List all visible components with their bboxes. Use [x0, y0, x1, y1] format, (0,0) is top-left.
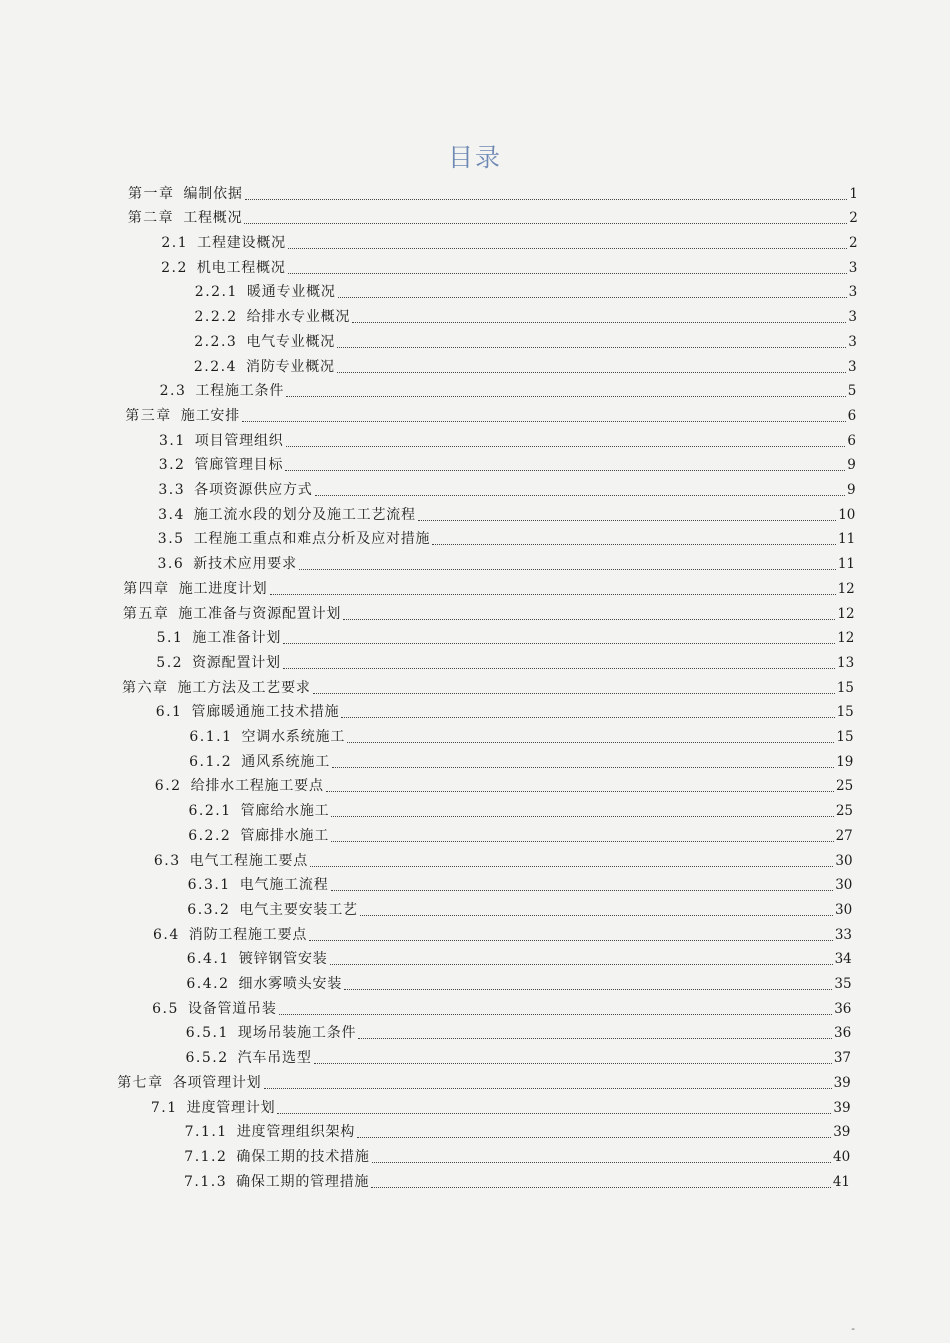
toc-entry-title: 给排水工程施工要点	[190, 778, 324, 795]
toc-entry[interactable]	[152, 993, 851, 1018]
toc-leader-dots	[264, 1087, 832, 1089]
toc-entry-number: 2.2.1	[194, 284, 238, 301]
toc-leader-dots	[358, 1037, 832, 1039]
toc-title: 目录	[447, 143, 502, 172]
toc-entry[interactable]	[184, 1166, 850, 1191]
toc-entry-page: 3	[848, 284, 858, 301]
toc-entry-title: 进度管理组织架构	[236, 1124, 356, 1141]
toc-leader-dots	[418, 519, 836, 521]
toc-entry-number: 3.6	[157, 556, 185, 573]
toc-leader-dots	[344, 988, 832, 990]
toc-entry[interactable]	[125, 400, 856, 425]
toc-entry-number: 7.1.3	[184, 1173, 228, 1190]
toc-entry[interactable]	[194, 326, 857, 351]
toc-entry[interactable]	[188, 820, 853, 845]
toc-leader-dots	[286, 395, 846, 397]
toc-entry-title: 通风系统施工	[241, 753, 331, 770]
toc-entry[interactable]	[123, 598, 855, 623]
toc-entry-title: 施工进度计划	[178, 580, 268, 597]
toc-entry[interactable]	[128, 178, 858, 203]
toc-entry-page: 27	[835, 827, 853, 844]
toc-entry-title: 电气主要安装工艺	[239, 901, 358, 918]
toc-entry[interactable]	[151, 1092, 851, 1117]
toc-entry-number: 2.2.3	[194, 333, 238, 350]
toc-entry-page: 3	[847, 358, 857, 375]
toc-entry[interactable]	[184, 1141, 850, 1166]
toc-entry-number: 3.5	[157, 531, 185, 548]
toc-leader-dots	[330, 963, 833, 965]
toc-entry-number: 6.1.1	[189, 729, 233, 746]
toc-entry[interactable]	[158, 549, 856, 574]
toc-leader-dots	[315, 494, 845, 496]
toc-entry[interactable]	[157, 623, 855, 648]
toc-leader-dots	[310, 865, 833, 867]
toc-leader-dots	[331, 889, 834, 891]
toc-entry[interactable]	[158, 474, 855, 499]
toc-entry[interactable]	[189, 721, 853, 746]
toc-entry-title: 施工方法及工艺要求	[177, 679, 311, 696]
toc-leader-dots	[332, 766, 834, 768]
toc-entry-title: 暖通专业概况	[246, 284, 336, 301]
toc-entry-title: 电气工程施工要点	[189, 852, 309, 869]
toc-entry-number: 3.4	[158, 506, 185, 523]
toc-entry[interactable]	[186, 1018, 851, 1043]
toc-entry[interactable]	[161, 252, 857, 277]
toc-entry-number: 6.2.2	[188, 827, 232, 844]
toc-leader-dots	[288, 272, 847, 274]
toc-leader-dots	[277, 1112, 831, 1114]
toc-leader-dots	[337, 346, 846, 348]
toc-entry[interactable]	[123, 573, 855, 598]
toc-entry[interactable]	[156, 697, 854, 722]
toc-entry-title: 各项资源供应方式	[194, 482, 313, 499]
toc-leader-dots	[242, 420, 846, 422]
toc-entry[interactable]	[189, 796, 854, 821]
toc-entry-page: 36	[834, 1000, 852, 1017]
toc-entry[interactable]	[155, 771, 853, 796]
toc-entry-page: 15	[836, 679, 854, 696]
toc-leader-dots	[244, 222, 847, 224]
toc-entry[interactable]	[158, 499, 855, 524]
toc-entry-number: 第四章	[123, 580, 170, 597]
toc-entry-page: 39	[833, 1099, 851, 1116]
toc-entry-title: 项目管理组织	[194, 432, 284, 449]
toc-entry-number: 6.5	[152, 1000, 179, 1017]
toc-entry-title: 资源配置计划	[192, 654, 281, 671]
toc-entry-page: 12	[837, 580, 855, 597]
toc-entry-number: 2.3	[159, 383, 187, 400]
toc-entry-number: 6.5.1	[185, 1025, 229, 1042]
toc-entry-page: 12	[837, 605, 855, 622]
toc-entry[interactable]	[195, 277, 857, 302]
toc-entry-page: 12	[837, 630, 855, 647]
toc-entry-number: 6.3	[153, 852, 181, 869]
toc-entry-title: 镀锌钢管安装	[238, 951, 328, 968]
toc-entry[interactable]	[187, 894, 852, 919]
toc-entry-title: 进度管理计划	[186, 1099, 276, 1116]
toc-entry-title: 施工准备与资源配置计划	[178, 605, 342, 622]
toc-leader-dots	[245, 198, 848, 200]
toc-entry[interactable]	[158, 524, 855, 549]
toc-entry[interactable]	[153, 919, 852, 944]
toc-entry-title: 编制依据	[183, 185, 243, 202]
toc-entry-number: 7.1.1	[184, 1124, 228, 1141]
toc-entry-page: 15	[836, 704, 854, 721]
toc-entry-title: 工程施工重点和难点分析及应对措施	[193, 531, 431, 548]
toc-entry-page: 37	[833, 1050, 851, 1067]
toc-entry[interactable]	[185, 1117, 851, 1142]
toc-entry-number: 2.2.4	[193, 358, 238, 375]
toc-entry-title: 电气专业概况	[246, 333, 336, 350]
toc-entry-title: 确保工期的技术措施	[236, 1148, 370, 1165]
toc-entry-title: 施工安排	[180, 407, 240, 424]
toc-entry-page: 25	[835, 803, 853, 820]
toc-entry-title: 细水雾喷头安装	[238, 976, 343, 993]
toc-leader-dots	[283, 667, 835, 669]
toc-entry-number: 第五章	[122, 605, 170, 622]
toc-entry[interactable]	[159, 450, 856, 475]
toc-entry-page: 9	[846, 482, 856, 499]
toc-leader-dots	[331, 815, 833, 817]
toc-leader-dots	[337, 371, 846, 373]
toc-entry-title: 施工准备计划	[192, 630, 282, 647]
toc-leader-dots	[371, 1186, 830, 1188]
toc-entry-number: 6.3.2	[187, 901, 231, 918]
toc-entry-page: 39	[833, 1074, 851, 1091]
toc-entry-page: 6	[847, 432, 856, 449]
toc-entry-page: 25	[836, 778, 854, 795]
toc-entry-title: 管廊给水施工	[240, 803, 330, 820]
toc-entry-page: 11	[837, 556, 855, 573]
toc-entry-title: 工程建设概况	[197, 235, 286, 252]
toc-entry-number: 5.1	[156, 630, 184, 647]
toc-entry[interactable]	[186, 968, 851, 993]
toc-entry-title: 新技术应用要求	[193, 556, 297, 573]
toc-entry-number: 2.1	[161, 235, 189, 252]
toc-leader-dots	[279, 1013, 833, 1015]
toc-entry-page: 30	[835, 901, 853, 918]
toc-entry-number: 6.1	[155, 704, 183, 721]
toc-entry-page: 39	[833, 1124, 851, 1141]
toc-entry-page: 36	[834, 1025, 852, 1042]
toc-leader-dots	[309, 939, 833, 941]
toc-entry-number: 第三章	[125, 407, 172, 424]
toc-entry-number: 第一章	[128, 185, 175, 202]
toc-entry-number: 第七章	[117, 1074, 164, 1091]
toc-entry-title: 施工流水段的划分及施工工艺流程	[193, 506, 416, 523]
toc-entry-page: 35	[834, 976, 852, 993]
toc-leader-dots	[326, 790, 834, 792]
toc-entry[interactable]	[188, 870, 853, 895]
toc-leader-dots	[270, 593, 836, 595]
toc-entry-page: 6	[847, 407, 857, 424]
toc-entry-title: 管廊排水施工	[240, 827, 330, 844]
toc-entry-title: 现场吊装施工条件	[237, 1025, 357, 1042]
toc-entry[interactable]	[189, 746, 853, 771]
toc-leader-dots	[357, 1136, 831, 1138]
toc-entry-number: 6.4.1	[186, 951, 230, 968]
toc-entry-number: 6.2.1	[188, 803, 232, 820]
toc-entry-page: 30	[835, 852, 853, 869]
toc-entry[interactable]	[159, 425, 856, 450]
toc-entry[interactable]	[160, 376, 857, 401]
toc-entry-number: 5.2	[156, 654, 184, 671]
toc-entry-page: 11	[838, 531, 856, 548]
toc-entry[interactable]	[117, 1067, 851, 1092]
toc-entry-number: 第六章	[122, 679, 169, 696]
toc-entry-title: 给排水专业概况	[246, 309, 351, 326]
toc-entry[interactable]	[122, 672, 854, 697]
toc-entry-page: 40	[833, 1148, 851, 1165]
toc-entry-number: 6.1.2	[189, 753, 233, 770]
toc-entry-number: 3.3	[158, 482, 186, 499]
toc-entry-number: 6.4	[153, 926, 180, 943]
toc-entry-page: 30	[835, 877, 853, 894]
toc-entry-title: 各项管理计划	[172, 1074, 262, 1091]
toc-entry-page: 15	[836, 729, 854, 746]
toc-entry-page: 3	[848, 333, 857, 350]
toc-entry-page: 2	[848, 235, 858, 252]
toc-leader-dots	[283, 642, 835, 644]
toc-entry-number: 3.2	[158, 457, 186, 474]
toc-entry-title: 消防工程施工要点	[188, 926, 308, 943]
toc-entry[interactable]	[156, 647, 854, 672]
toc-leader-dots	[352, 321, 846, 323]
toc-leader-dots	[285, 469, 845, 471]
toc-entry-title: 消防专业概况	[246, 358, 335, 375]
toc-entry-number: 6.3.1	[187, 877, 231, 894]
toc-leader-dots	[299, 568, 836, 570]
toc-leader-dots	[360, 914, 833, 916]
toc-entry-title: 工程施工条件	[195, 383, 285, 400]
toc-entry-title: 机电工程概况	[196, 259, 286, 276]
toc-entry-number: 6.2	[154, 778, 182, 795]
toc-leader-dots	[372, 1161, 831, 1163]
toc-entry-title: 汽车吊选型	[237, 1050, 312, 1067]
toc-entry-page: 3	[848, 259, 858, 276]
toc-leader-dots	[286, 445, 846, 447]
toc-entry-page: 9	[847, 457, 856, 474]
toc-entry-title: 设备管道吊装	[187, 1000, 277, 1017]
toc-entry-page: 34	[834, 951, 852, 968]
toc-entry[interactable]	[195, 302, 858, 327]
toc-entry-number: 第二章	[127, 210, 175, 227]
toc-entry-page: 33	[834, 926, 852, 943]
toc-entry-page: 19	[836, 753, 854, 770]
toc-leader-dots	[338, 296, 847, 298]
toc-entry-page: 3	[848, 309, 857, 326]
toc-leader-dots	[313, 692, 835, 694]
toc-entry-title: 电气施工流程	[239, 877, 329, 894]
toc-entry-number: 3.1	[159, 432, 186, 449]
toc-entry-title: 确保工期的管理措施	[236, 1173, 370, 1190]
toc-entry-number: 6.4.2	[186, 976, 230, 993]
toc-entry-page: 13	[837, 654, 855, 671]
toc-entry-title: 管廊暖通施工技术措施	[191, 704, 340, 721]
toc-entry[interactable]	[154, 845, 853, 870]
toc-entry-page: 1	[849, 185, 858, 202]
toc-entry[interactable]	[194, 351, 857, 376]
toc-entry-number: 7.1.2	[184, 1148, 228, 1165]
toc-entry-title: 空调水系统施工	[241, 729, 346, 746]
toc-leader-dots	[341, 716, 834, 718]
toc-leader-dots	[331, 840, 833, 842]
toc-leader-dots	[314, 1062, 832, 1064]
toc-entry[interactable]	[186, 1043, 852, 1068]
toc-leader-dots	[432, 543, 836, 545]
toc-entry-page: 2	[849, 210, 858, 227]
toc-entry[interactable]	[161, 227, 857, 252]
toc-entry-page: 5	[847, 383, 857, 400]
toc-leader-dots	[343, 618, 835, 620]
toc-entry-number: 7.1	[150, 1099, 178, 1116]
toc-entry[interactable]	[128, 203, 858, 228]
toc-leader-dots	[288, 247, 847, 249]
toc-entry-number: 6.5.2	[185, 1050, 229, 1067]
toc-leader-dots	[347, 741, 834, 743]
toc-entry-number: 2.2.2	[194, 309, 238, 326]
toc-entry-title: 管廊管理目标	[194, 457, 284, 474]
toc-entry-number: 2.2	[161, 259, 188, 276]
toc-entry[interactable]	[187, 944, 852, 969]
toc-entry-title: 工程概况	[183, 210, 243, 227]
toc-entry-page: 41	[832, 1173, 850, 1190]
toc-entry-page: 10	[838, 506, 856, 523]
page-number-mark: -	[851, 1322, 855, 1335]
